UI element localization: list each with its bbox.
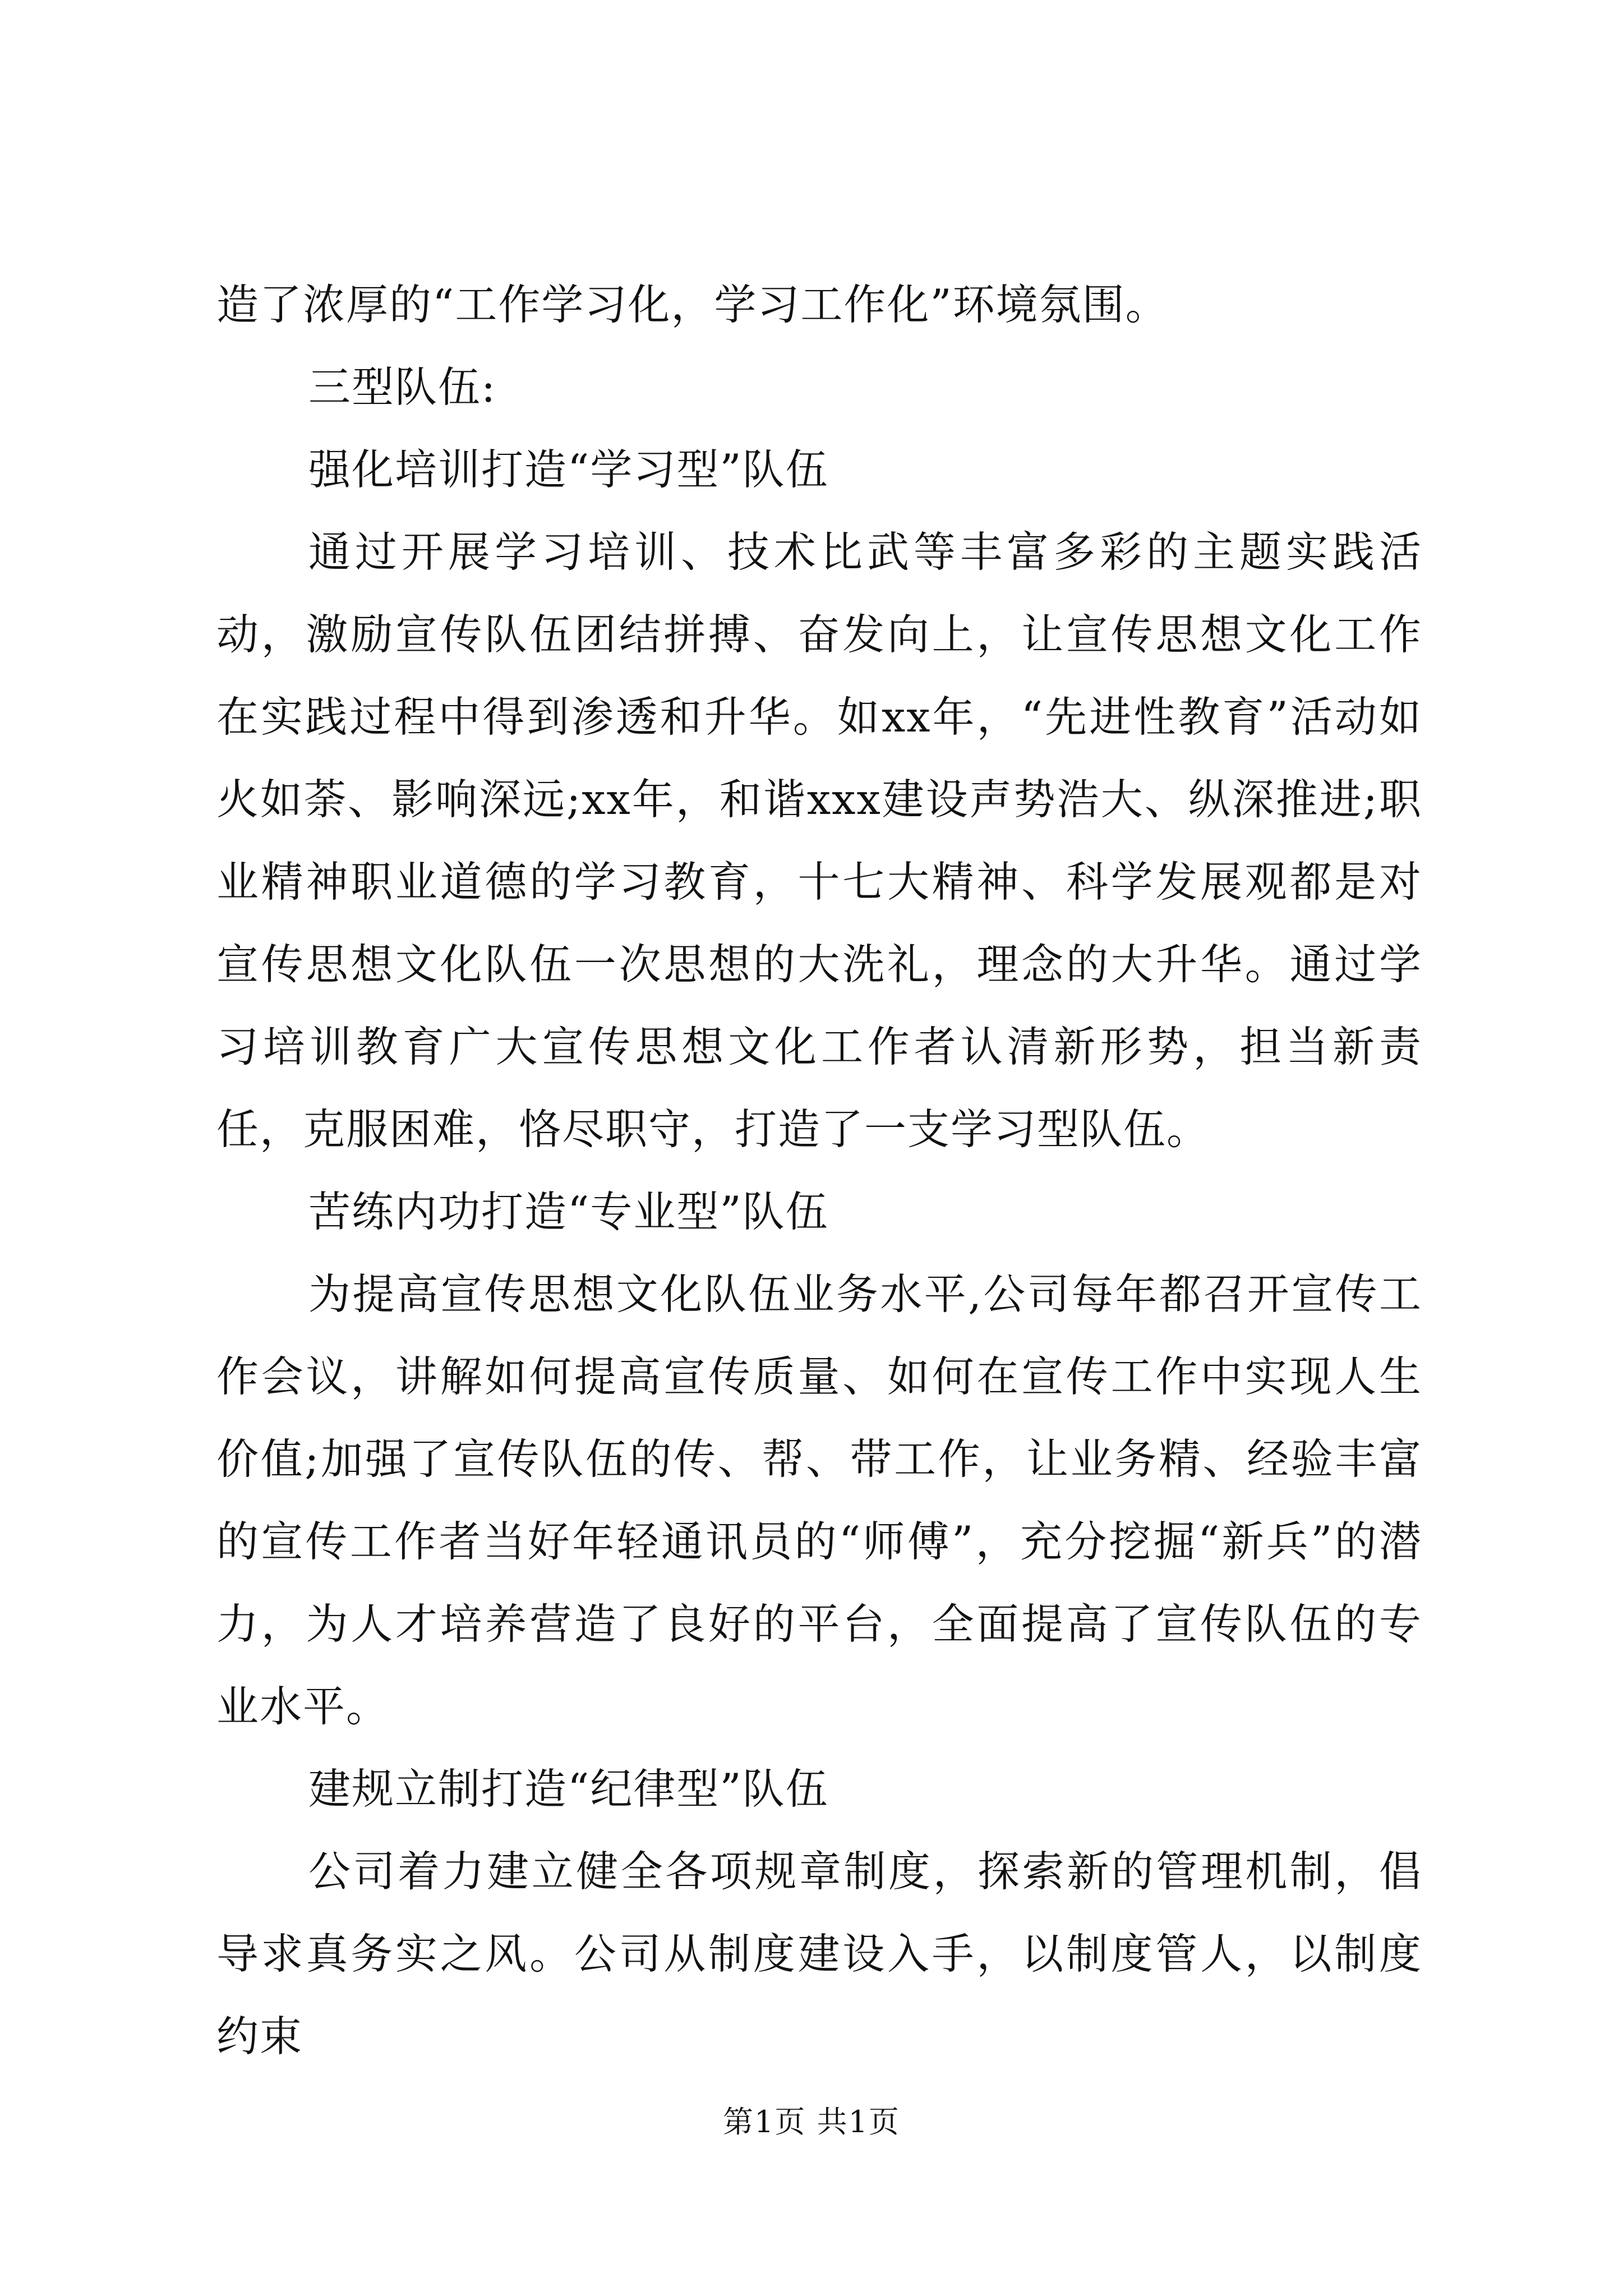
paragraph-discipline-team: 公司着力建立健全各项规章制度，探索新的管理机制，倡导求真务实之风。公司从制度建设入手，以制度管人，以制度约束 [216, 1847, 1422, 2061]
subheading-discipline-team: 建规立制打造“纪律型”队伍 [308, 1764, 829, 1814]
paragraph-learning-team: 通过开展学习培训、技术比武等丰富多彩的主题实践活动，激励宣传队伍团结拼搏、奋发向上，让宣传思想文化工作在实践过程中得到渗透和升华。如xx年，“先进性教育”活动如火如荼、影响深远;xx年，和谐xxx建设声势浩大、纵深推进;职业精神职业道德的学习教育，十七大精神、科学发展观都是对宣传思想文化队伍一次思想的大洗礼，理念的大升华。通过学习培训教育广大宣传思想文化工作者认清新形势，担当新责任，克服困难，恪尽职守，打造了一支学习型队伍。 [216, 527, 1422, 1154]
subheading-learning-team: 强化培训打造“学习型”队伍 [308, 445, 829, 494]
paragraph-continuation: 造了浓厚的“工作学习化，学习工作化”环境氛围。 [216, 280, 1169, 329]
document-body [216, 264, 1422, 2078]
section-heading-three-teams: 三型队伍: [308, 362, 497, 412]
page-footer: 第1页 共1页 [723, 2104, 900, 2139]
subheading-professional-team: 苦练内功打造“专业型”队伍 [308, 1187, 829, 1236]
paragraph-professional-team: 为提高宣传思想文化队伍业务水平,公司每年都召开宣传工作会议，讲解如何提高宣传质量、如何在宣传工作中实现人生价值;加强了宣传队伍的传、帮、带工作，让业务精、经验丰富的宣传工作者当好年轻通讯员的“师傅”，充分挖掘“新兵”的潜力，为人才培养营造了良好的平台，全面提高了宣传队伍的专业水平。 [216, 1269, 1422, 1731]
